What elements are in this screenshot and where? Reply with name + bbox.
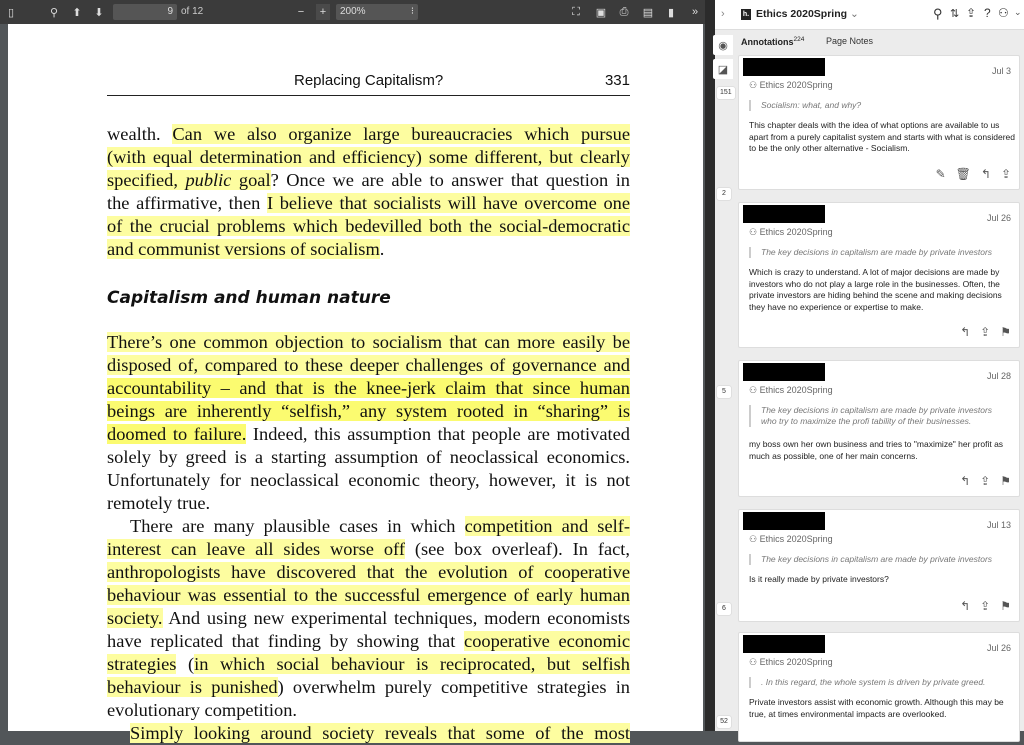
annotation-count: 224 [793, 36, 805, 43]
text-line [107, 699, 630, 722]
text-line [107, 561, 630, 584]
highlight[interactable]: and communist versions of socialism [107, 239, 380, 259]
text-span: solely by greed is a starting assumption of neoclassical economics. [107, 447, 630, 467]
page-number: 331 [604, 72, 630, 89]
show-highlights-eye-icon[interactable]: ◉ [713, 35, 733, 55]
new-page-note-icon[interactable]: ◪ [713, 59, 733, 79]
annotation-date[interactable]: Jul 26 [986, 213, 1011, 223]
text-line [107, 538, 630, 561]
text-line [107, 331, 630, 354]
tab-page-notes[interactable]: Page Notes [826, 36, 874, 46]
reply-icon[interactable]: ↰ [960, 325, 971, 339]
reply-icon[interactable]: ↰ [960, 474, 971, 488]
annotation-date[interactable]: Jul 28 [986, 371, 1011, 381]
page-number-input[interactable]: 9 [113, 4, 177, 20]
group-selector[interactable] [756, 8, 859, 20]
text-line [107, 607, 630, 630]
select-arrows-icon: ⁝ [410, 6, 414, 17]
reply-icon[interactable]: ↰ [980, 167, 991, 181]
group-icon: ⚇ [749, 657, 760, 667]
text-span: ( [176, 654, 195, 674]
sort-icon[interactable]: ⇅ [950, 8, 960, 20]
running-head [107, 70, 630, 96]
group-name: Ethics 2020Spring [759, 534, 833, 544]
more-tools-icon[interactable]: » [691, 6, 699, 18]
text-line [107, 123, 630, 146]
highlight[interactable]: (with equal determination and efficiency) some different, but clearly [107, 147, 630, 167]
collapse-sidebar-icon[interactable]: › [721, 8, 725, 20]
user-icon[interactable]: ⚇ [998, 6, 1009, 20]
chevron-down-icon[interactable]: ⌄ [1014, 7, 1022, 17]
bucket-count[interactable]: 2 [717, 188, 731, 200]
text-line [107, 446, 630, 469]
share-icon[interactable]: ⇪ [980, 325, 991, 339]
text-span: remotely true. [107, 493, 211, 513]
text-line [107, 354, 630, 377]
annotation-card[interactable] [738, 632, 1020, 742]
highlight[interactable]: There’s one common objection to socialism that can more easily be [107, 332, 630, 352]
text-line [107, 653, 630, 676]
annotation-date[interactable]: Jul 26 [986, 643, 1011, 653]
annotation-group [749, 534, 833, 545]
text-line [107, 215, 630, 238]
share-icon[interactable]: ⇪ [980, 474, 991, 488]
highlight[interactable]: interest can leave all sides worse off [107, 539, 405, 559]
sidebar-toggle-icon[interactable]: ▯ [7, 6, 15, 19]
text-span: ? Once we are able to answer that question in [270, 170, 631, 190]
share-icon[interactable]: ⇪ [1000, 167, 1011, 181]
sidebar-header [715, 0, 1024, 30]
text-span: There are many plausible cases in which [130, 516, 465, 536]
zoom-in-icon[interactable]: + [316, 4, 330, 20]
text-line [107, 584, 630, 607]
highlight[interactable]: cooperative economic [464, 631, 630, 651]
annotation-card[interactable] [738, 360, 1020, 497]
annotation-quote: The key decisions in capitalism are made by private investors who try to maximize the profi tability of their businesses. [749, 405, 1007, 427]
redacted-username [743, 512, 825, 530]
tab-annotations[interactable] [741, 36, 804, 47]
text-line [107, 400, 630, 423]
annotation-group [749, 385, 833, 396]
annotation-quote: . In this regard, the whole system is driven by private greed. [749, 677, 1007, 688]
pdf-toolbar [0, 0, 705, 24]
text-span: . [379, 239, 385, 259]
highlight[interactable]: strategies [107, 654, 177, 674]
section-heading: Capitalism and human nature [107, 288, 391, 308]
highlight[interactable]: Can we also organize large bureaucracies which pursue [172, 124, 631, 144]
text-line [107, 377, 630, 400]
annotation-date[interactable]: Jul 3 [991, 66, 1011, 76]
text-line [107, 238, 630, 261]
edit-icon[interactable]: ✎ [935, 167, 946, 181]
redacted-username [743, 58, 825, 76]
flag-icon[interactable]: ⚑ [1000, 325, 1011, 339]
annotation-actions [960, 474, 1011, 488]
hypothesis-logo-icon: h. [742, 11, 750, 18]
text-line [107, 492, 630, 515]
highlight[interactable]: behaviour was essential to the successful emergence of early human [107, 585, 630, 605]
highlight[interactable]: anthropologists have discovered that the evolution of cooperative [107, 562, 630, 582]
annotation-body: This chapter deals with the idea of what options are available to us apart from a purely capitalist system and starts with what is considered to be the only other alternative - Socialism. [749, 120, 1015, 153]
bucket-count[interactable]: 6 [717, 603, 731, 615]
highlight[interactable]: I believe that socialists will have overcome one [266, 193, 630, 213]
annotation-date[interactable]: Jul 13 [986, 520, 1011, 530]
highlight[interactable]: in which social behaviour is reciprocated, but selfish [194, 654, 630, 674]
annotation-card[interactable] [738, 202, 1020, 348]
download-icon[interactable]: ▤ [642, 6, 654, 19]
annotation-card[interactable] [738, 509, 1020, 622]
redacted-username [743, 205, 825, 223]
annotation-body: Private investors assist with economic growth. Although this may be true, at times environmental impacts are overlooked. [749, 697, 1004, 719]
highlight[interactable]: specified, [107, 170, 186, 190]
text-line [107, 630, 630, 653]
page-count: of 12 [181, 6, 204, 17]
zoom-select[interactable] [336, 4, 418, 20]
zoom-value: 200% [340, 6, 366, 17]
annotation-quote: The key decisions in capitalism are made by private investors [749, 554, 1007, 565]
annotation-group [749, 80, 833, 91]
annotation-actions [936, 167, 1011, 181]
annotation-body: Is it really made by private investors? [749, 574, 889, 584]
flag-icon[interactable]: ⚑ [1000, 474, 1011, 488]
group-name: Ethics 2020Spring [759, 80, 833, 90]
group-icon: ⚇ [749, 534, 760, 544]
text-span: wealth. [107, 124, 173, 144]
tab-label: Annotations [741, 37, 794, 47]
text-span: ) overwhelm purely competitive strategies in [277, 677, 630, 697]
delete-icon[interactable]: 🗑 [955, 167, 971, 181]
text-line [107, 146, 630, 169]
help-icon[interactable]: ? [984, 6, 991, 20]
text-span: have replicated that finding by showing that [107, 631, 465, 651]
print-icon[interactable]: ⎙ [619, 5, 629, 18]
flag-icon[interactable]: ⚑ [1000, 599, 1011, 613]
redacted-username [743, 363, 825, 381]
zoom-out-icon[interactable]: − [297, 6, 305, 18]
text-span: the affirmative, then [107, 193, 267, 213]
text-line [107, 169, 630, 192]
pdf-page [8, 24, 703, 743]
bucket-count[interactable]: 151 [717, 87, 735, 99]
annotation-quote: The key decisions in capitalism are made by private investors [749, 247, 1007, 258]
annotation-actions [960, 325, 1011, 339]
text-span: evolutionary competition. [107, 700, 297, 720]
highlight[interactable]: public [185, 170, 232, 190]
arrow-up-icon[interactable]: ⬆ [72, 6, 82, 19]
highlight[interactable]: beings are inherently “selfish,” any system rooted in “sharing” is [107, 401, 630, 421]
text-line [130, 515, 630, 538]
text-line [107, 676, 630, 699]
running-head-title: Replacing Capitalism? [294, 72, 444, 89]
text-span: (see box overleaf). In fact, [404, 539, 630, 559]
annotation-card[interactable] [738, 55, 1020, 190]
group-name: Ethics 2020Spring [759, 227, 833, 237]
highlight[interactable]: Simply looking around society reveals that some of the most [130, 723, 630, 743]
annotation-actions [960, 599, 1011, 613]
open-file-icon[interactable]: ▣ [595, 6, 607, 19]
share-icon[interactable]: ⇪ [980, 599, 991, 613]
text-span: Unfortunately for neoclassical economic theory, however, it is not [107, 470, 630, 490]
group-name: Ethics 2020Spring [756, 8, 848, 20]
group-icon: ⚇ [749, 80, 760, 90]
text-span: And using new experimental techniques, modern economists [162, 608, 630, 628]
bookmark-icon[interactable]: ▮ [667, 6, 675, 19]
text-line [107, 192, 630, 215]
annotation-group [749, 227, 833, 238]
group-name: Ethics 2020Spring [759, 385, 833, 395]
highlight[interactable]: disposed of, compared to these deeper challenges of governance and [107, 355, 630, 375]
highlight[interactable]: society. [107, 608, 163, 628]
search-icon[interactable]: ⚲ [49, 6, 59, 19]
share-icon[interactable]: ⇪ [966, 6, 977, 20]
text-line [107, 423, 630, 446]
annotation-quote: Socialism: what, and why? [749, 100, 1007, 111]
highlight[interactable]: behaviour is punished [107, 677, 278, 697]
annotation-body: Which is crazy to understand. A lot of major decisions are made by investors who do not play a large role in the businesses. Often, the private investors are hiding behind the scene and making decisions they have no experience or expertise to make. [749, 267, 1002, 312]
highlight[interactable]: accountability – and that is the knee-jerk claim that since human [107, 378, 630, 398]
bucket-count[interactable]: 52 [717, 716, 731, 728]
presentation-icon[interactable]: ⛶ [572, 5, 580, 18]
group-icon: ⚇ [749, 227, 760, 237]
bucket-count[interactable]: 5 [717, 386, 731, 398]
group-icon: ⚇ [749, 385, 760, 395]
text-line [130, 722, 630, 745]
chevron-down-icon: ⌄ [849, 8, 859, 20]
search-icon[interactable]: ⚲ [933, 6, 943, 21]
text-line [107, 469, 630, 492]
annotation-body: my boss own her own business and tries to "maximize" her profit as much as possible, one of her main concerns. [749, 439, 1004, 461]
group-name: Ethics 2020Spring [759, 657, 833, 667]
bucket-bar [705, 0, 715, 731]
highlight[interactable]: of the crucial problems which bedevilled both the social-democratic [107, 216, 630, 236]
text-span: Indeed, this assumption that people are motivated [246, 424, 630, 444]
arrow-down-icon[interactable]: ⬇ [94, 6, 104, 19]
highlight[interactable]: doomed to failure. [107, 424, 247, 444]
highlight[interactable]: competition and self- [464, 516, 630, 536]
reply-icon[interactable]: ↰ [960, 599, 971, 613]
redacted-username [743, 635, 825, 653]
highlight[interactable]: goal [231, 170, 271, 190]
annotation-group [749, 657, 833, 668]
